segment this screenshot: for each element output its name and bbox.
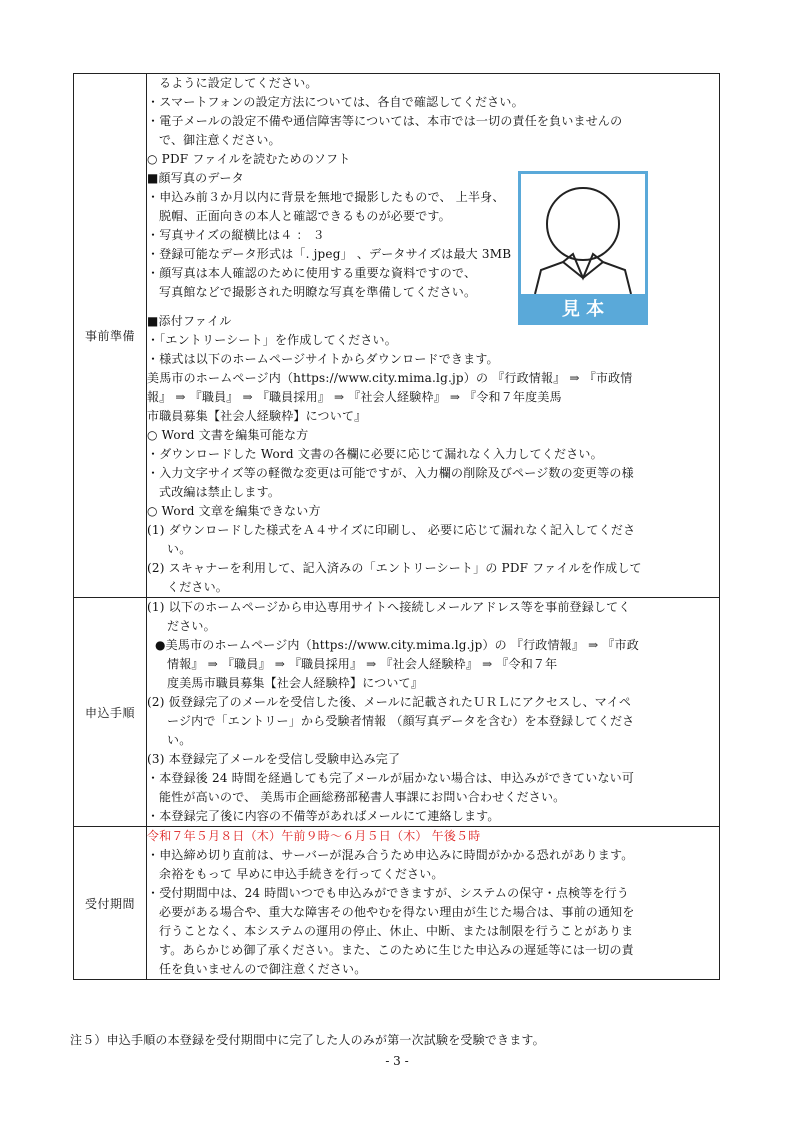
text-line: ・申込締め切り直前は、サーバーが混み合うため申込みに時間がかかる恐れがあります。 [147, 848, 634, 862]
text-line: ・受付期間中は、24 時間いつでも申込みができますが、システムの保守・点検等を行う [147, 886, 630, 900]
text-line: 美馬市のホームページ内（https://www.city.mima.lg.jp）の 『行政情報』 ⇒ 『市政情 [147, 371, 633, 385]
text-line: るように設定してください。 [159, 76, 318, 90]
text-line: ・スマートフォンの設定方法については、各自で確認してください。 [147, 95, 524, 109]
text-line: ・本登録後 24 時間を経過しても完了メールが届かない場合は、申込みができていない可 [147, 771, 635, 785]
text-line: す。あらかじめ御了承ください。また、このために生じた申込みの遅延等には一切の責 [159, 943, 634, 957]
text-line: 写真館などで撮影された明瞭な写真を準備してください。 [159, 285, 477, 299]
section-heading-photo: ■顔写真のデータ [147, 171, 244, 185]
text-line: 市職員募集【社会人経験枠】について』 [147, 409, 367, 423]
row-content-period [147, 827, 720, 980]
text-line: い。 [167, 542, 192, 556]
text-line: ・写真サイズの縦横比は４ ： ３ [147, 228, 325, 242]
text-line: ・申込み前３か月以内に背景を無地で撮影したもので、 上半身、 [147, 190, 505, 204]
text-line: ・様式は以下のホームページサイトからダウンロードできます。 [147, 352, 499, 366]
text-line: (2) スキャナーを利用して、記入済みの「エントリーシート」の PDF ファイルを作成して [147, 561, 642, 575]
text-line: 必要がある場合や、重大な障害その他やむを得ない理由が生じた場合は、事前の通知を [159, 905, 635, 919]
text-line: (2) 仮登録完了のメールを受信した後、メールに記載されたＵＲＬにアクセスし、マイペ [147, 695, 632, 709]
text-line: 行うことなく、本システムの運用の停止、休止、中断、または制限を行うことがありま [159, 924, 634, 938]
text-line: ださい。 [167, 619, 216, 633]
text-line: 報』 ⇒ 『職員』 ⇒ 『職員採用』 ⇒ 『社会人経験枠』 ⇒ 『令和７年度美馬 [147, 390, 562, 404]
page-number: - 3 - [385, 1054, 409, 1068]
person-silhouette-icon [521, 174, 645, 322]
text-line: (1) 以下のホームページから申込専用サイトへ接続しメールアドレス等を事前登録してく [147, 600, 631, 614]
period-dates: 令和７年５月８日（木）午前９時～６月５日（木） 午後５時 [147, 829, 481, 843]
text-line: で、御注意ください。 [159, 133, 281, 147]
text-line: 情報』 ⇒ 『職員』 ⇒ 『職員採用』 ⇒ 『社会人経験枠』 ⇒ 『令和７年 [167, 657, 558, 671]
text-line: ・「エントリーシート」を作成してください。 [147, 333, 397, 347]
text-line: 脱帽、正面向きの本人と確認できるものが必要です。 [159, 209, 451, 223]
text-line: ・電子メールの設定不備や通信障害等については、本市では一切の責任を負いませんの [147, 114, 623, 128]
text-line: 能性が高いので、 美馬市企画総務部秘書人事課にお問い合わせください。 [159, 790, 566, 804]
text-line: ○ Word 文書を編集可能な方 [147, 428, 309, 442]
text-line: ージ内で「エントリー」から受験者情報 （顔写真データを含む）を本登録してくださ [167, 714, 635, 728]
footnote: 注５）申込手順の本登録を受付期間中に完了した人のみが第一次試験を受験できます。 [70, 1033, 545, 1047]
text-line: ○ PDF ファイルを読むためのソフト [147, 152, 351, 166]
text-line: ・登録可能なデータ形式は「. jpeg」 、データサイズは最大 3MB [147, 247, 512, 261]
text-line: ください。 [167, 580, 229, 594]
row-prep [74, 74, 720, 598]
text-line: ○ Word 文章を編集できない方 [147, 504, 321, 518]
text-line: ・入力文字サイズ等の軽微な変更は可能ですが、入力欄の削除及びページ数の変更等の様 [147, 466, 634, 480]
row-label-apply: 申込手順 [74, 598, 147, 827]
text-line: (1) ダウンロードした様式をＡ４サイズに印刷し、 必要に応じて漏れなく記入してくださ [147, 523, 636, 537]
text-line: (3) 本登録完了メールを受信し受験申込み完了 [147, 752, 401, 766]
row-apply [74, 598, 720, 827]
row-label-prep: 事前準備 [74, 74, 147, 598]
text-line: ・ダウンロードした Word 文書の各欄に必要に応じて漏れなく入力してください。 [147, 447, 603, 461]
text-line: 式改編は禁止します。 [159, 485, 281, 499]
sample-photo [518, 171, 648, 325]
row-label-period: 受付期間 [74, 827, 147, 980]
text-line: い。 [167, 733, 192, 747]
sample-caption: 見 本 [561, 299, 605, 320]
text-line: 度美馬市職員募集【社会人経験枠】について』 [167, 676, 423, 690]
section-heading-attachment: ■添付ファイル [147, 314, 232, 328]
text-line: ・顔写真は本人確認のために使用する重要な資料ですので、 [147, 266, 477, 280]
text-line: 余裕をもって 早めに申込手続きを行ってください。 [159, 867, 444, 881]
text-line: 任を負いませんので御注意ください。 [159, 962, 367, 976]
row-content-prep [147, 74, 720, 598]
text-line: ●美馬市のホームページ内（https://www.city.mima.lg.jp）の 『行政情報』 ⇒ 『市政 [155, 638, 639, 652]
sample-photo-frame [518, 171, 648, 325]
row-period [74, 827, 720, 980]
text-line: ・本登録完了後に内容の不備等があればメールにて連絡します。 [147, 809, 500, 823]
row-content-apply [147, 598, 720, 827]
